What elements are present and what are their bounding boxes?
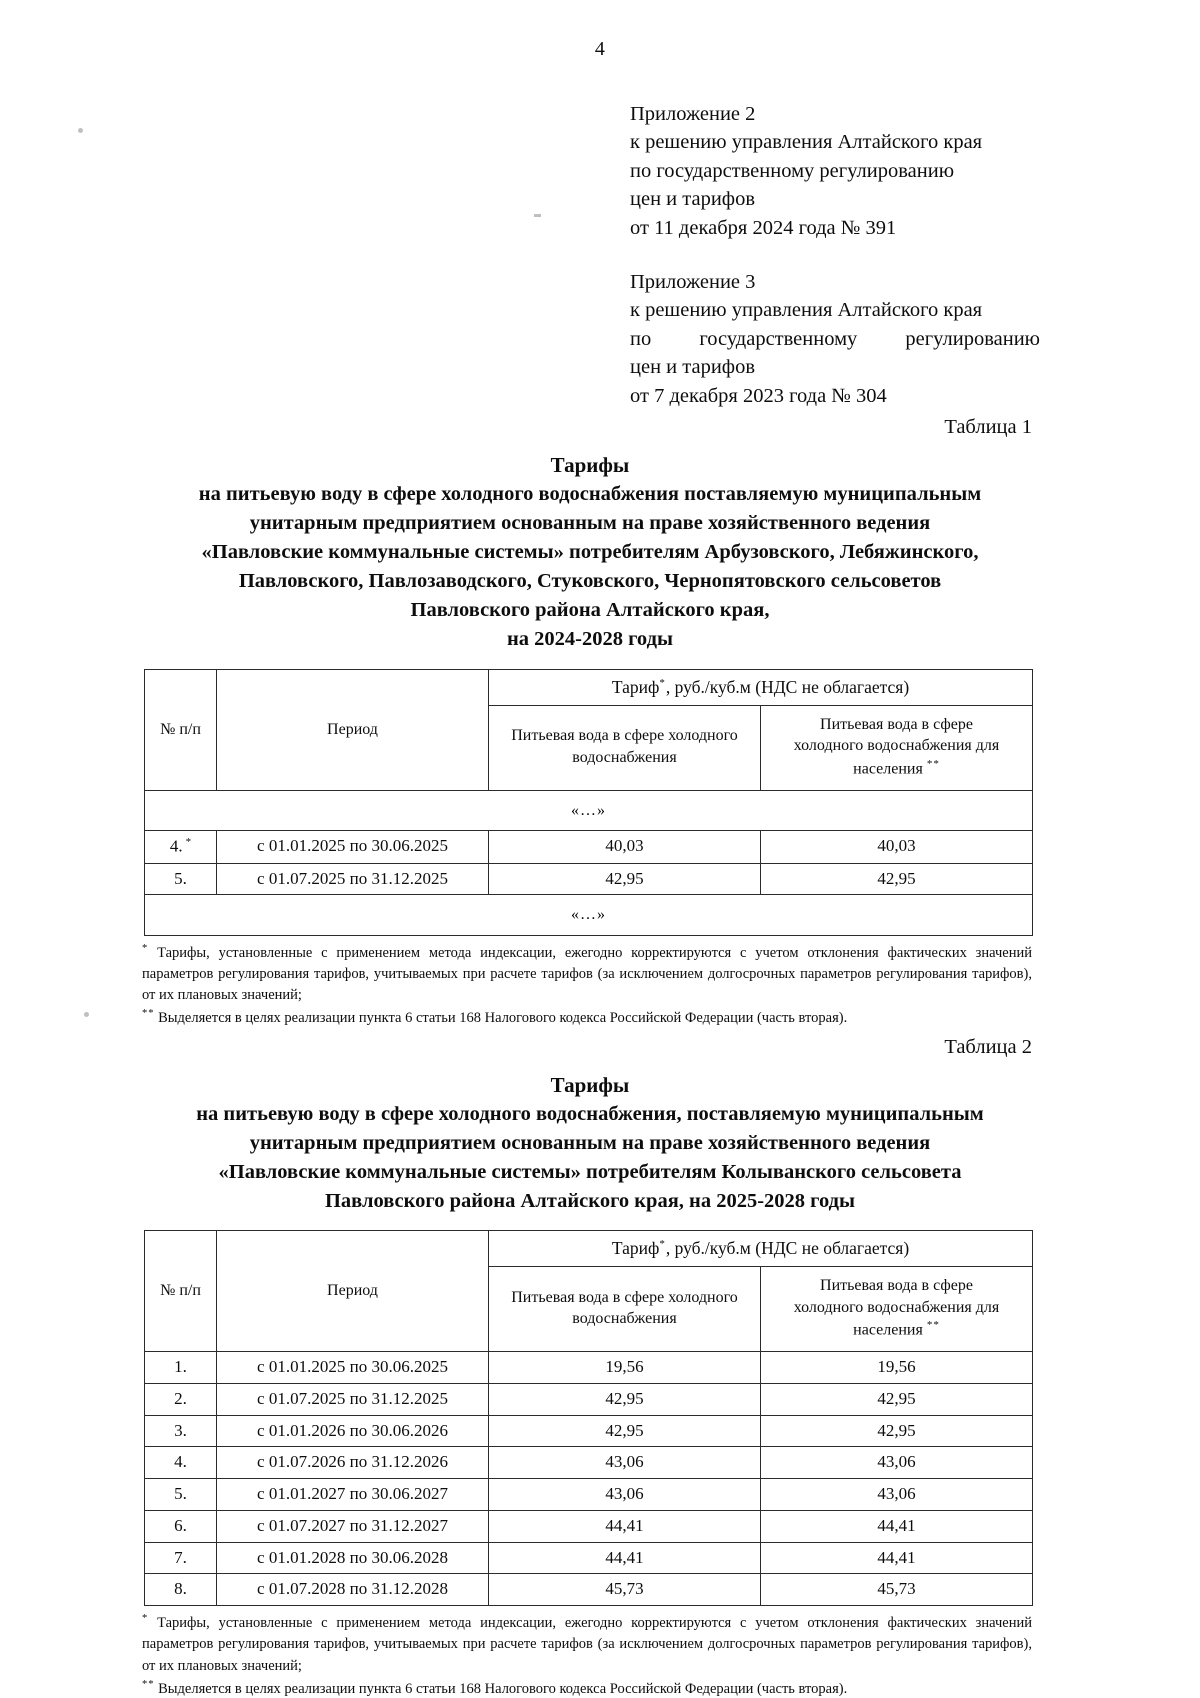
table-2-title: Тарифы (550, 1072, 630, 1097)
table-2-subtitle-line-4: Павловского района Алтайского края, на 2025-2028 годы (324, 1189, 856, 1212)
table-1-subtitle-line-1: на питьевую воду в сфере холодного водоснабжения поставляемую муниципальным (198, 482, 982, 505)
table-row (145, 1383, 1033, 1415)
table-2-header-tariff-rest: , руб./куб.м (НДС не облагается) (665, 1238, 910, 1259)
table-2-row-7-num: 7. (145, 1542, 217, 1574)
appendix-3-line-3: по государственному регулированию (630, 327, 1040, 350)
table-row (145, 1479, 1033, 1511)
table-2-footnote-1 (142, 1611, 1032, 1677)
table-1-title: Тарифы (550, 452, 630, 477)
table-2-row-6-num: 6. (145, 1510, 217, 1542)
table-1-subtitle-line-3: «Павловские коммунальные системы» потребителям Арбузовского, Лебяжинского, (201, 541, 979, 564)
appendix-2-line-5: от 11 декабря 2024 года № 391 (630, 216, 897, 239)
document-content (140, 100, 1040, 1698)
table-1-subtitle (140, 480, 1040, 655)
table-1-header-tariff-footnote-mark: * (659, 676, 666, 689)
table-2-footnote-2-text: Выделяется в целях реализации пункта 6 статьи 168 Налогового кодекса Российской Федерации (часть вторая). (158, 1680, 848, 1697)
table-1-row-1-num-value: 4. (169, 836, 183, 856)
table-row-ellipsis (145, 895, 1033, 935)
appendix-3-reference (630, 268, 1040, 410)
table-2-header-col2-line1: Питьевая вода в сфере (820, 1277, 973, 1295)
table-row (145, 1574, 1033, 1606)
table-2-row-8-num: 8. (145, 1574, 217, 1606)
table-1-header-col2-line3: населения (853, 760, 923, 778)
table-1-header-tariff (489, 669, 1033, 705)
table-2-row-4-value-1: 43,06 (489, 1447, 761, 1479)
appendix-2-line-4: цен и тарифов (630, 188, 756, 211)
table-1-row-1-num-mark: * (185, 836, 192, 849)
table-1-row-1-value-2: 40,03 (761, 831, 1033, 863)
table-2-header-tariff (489, 1231, 1033, 1267)
table-2-row-3-value-1: 42,95 (489, 1415, 761, 1447)
table-1-header-col2-line1: Питьевая вода в сфере (820, 716, 973, 733)
table-2-row-2-value-1: 42,95 (489, 1383, 761, 1415)
table-1-footnote-2-mark: ** (142, 1008, 155, 1020)
table-2-row-3-period: с 01.01.2026 по 30.06.2026 (217, 1415, 489, 1447)
table-2-body (145, 1352, 1033, 1606)
table-2-row-4-period: с 01.07.2026 по 31.12.2026 (217, 1447, 489, 1479)
table-1-header (145, 669, 1033, 790)
table-1-footnote-2 (142, 1006, 1032, 1029)
table-1-header-tariff-rest: , руб./куб.м (НДС не облагается) (665, 676, 910, 697)
table-2-subtitle-line-3: «Павловские коммунальные системы» потребителям Колыванского сельсовета (218, 1160, 962, 1183)
table-1-footnote-1-mark: * (142, 942, 149, 954)
table-row (145, 831, 1033, 863)
table-1-body (145, 790, 1033, 935)
scan-speck (84, 1012, 89, 1017)
table-2-header-col1: Питьевая вода в сфере холодного водоснабжения (489, 1267, 761, 1352)
table-2-header-tariff-word: Тариф (611, 1238, 660, 1259)
table-2-row-5-value-1: 43,06 (489, 1479, 761, 1511)
table-2-row-5-value-2: 43,06 (761, 1479, 1033, 1511)
table-row (145, 1542, 1033, 1574)
table-row (145, 1415, 1033, 1447)
table-1-header-col2-footnote-mark: ** (926, 757, 940, 770)
table-2-row-1-period: с 01.01.2025 по 30.06.2025 (217, 1352, 489, 1384)
table-1-footnote-2-text: Выделяется в целях реализации пункта 6 статьи 168 Налогового кодекса Российской Федерации (часть вторая). (158, 1010, 848, 1027)
table-1 (144, 669, 1033, 936)
table-2-row-1-num: 1. (145, 1352, 217, 1384)
table-1-row-1-value-1: 40,03 (489, 831, 761, 863)
table-1-row-1-num (145, 831, 217, 863)
table-2-header (145, 1231, 1033, 1352)
appendix-2-line-2: к решению управления Алтайского края (630, 131, 983, 154)
table-1-header-period: Период (217, 669, 489, 790)
appendix-3-line-5: от 7 декабря 2023 года № 304 (630, 384, 887, 407)
appendix-2-reference (630, 100, 1040, 242)
table-2 (144, 1230, 1033, 1606)
appendix-2-line-1: Приложение 2 (630, 103, 756, 125)
table-2-row-5-num: 5. (145, 1479, 217, 1511)
table-1-footnote-1-text: Тарифы, установленные с применением метода индексации, ежегодно корректируются с учетом отклонения фактических значений параметров регулирования тарифов, учитываемых при расчете тарифов (за исключением долгосрочных параметров регулирования тарифов), от их плановых значений; (142, 944, 1033, 1004)
table-1-row-2-period: с 01.07.2025 по 31.12.2025 (217, 863, 489, 895)
table-2-header-num: № п/п (145, 1231, 217, 1352)
table-2-row-8-period: с 01.07.2028 по 31.12.2028 (217, 1574, 489, 1606)
table-2-subtitle-line-1: на питьевую воду в сфере холодного водоснабжения, поставляемую муниципальным (196, 1102, 984, 1125)
table-1-row-1-period: с 01.01.2025 по 30.06.2025 (217, 831, 489, 863)
table-1-ellipsis-top: «…» (145, 790, 1033, 830)
table-row (145, 1447, 1033, 1479)
table-1-footnote-1 (142, 941, 1032, 1007)
table-2-footnote-2-mark: ** (142, 1679, 155, 1691)
table-row (145, 1510, 1033, 1542)
table-2-footnote-1-mark: * (142, 1613, 149, 1625)
table-2-row-2-value-2: 42,95 (761, 1383, 1033, 1415)
table-1-header-col1: Питьевая вода в сфере холодного водоснабжения (489, 706, 761, 791)
table-2-header-period: Период (217, 1231, 489, 1352)
table-2-row-5-period: с 01.01.2027 по 30.06.2027 (217, 1479, 489, 1511)
table-1-subtitle-line-2: унитарным предприятием основанным на праве хозяйственного ведения (249, 512, 931, 535)
table-1-header-col2 (761, 706, 1033, 791)
table-1-subtitle-line-6: на 2024-2028 годы (507, 628, 673, 651)
table-2-header-col2-line3: населения (853, 1321, 923, 1339)
table-2-header-tariff-footnote-mark: * (659, 1238, 666, 1251)
table-2-row-8-value-2: 45,73 (761, 1574, 1033, 1606)
table-2-row-1-value-1: 19,56 (489, 1352, 761, 1384)
table-1-row-2-value-1: 42,95 (489, 863, 761, 895)
table-2-row-2-period: с 01.07.2025 по 31.12.2025 (217, 1383, 489, 1415)
table-2-subtitle (140, 1100, 1040, 1216)
table-2-row-6-period: с 01.07.2027 по 31.12.2027 (217, 1510, 489, 1542)
table-2-row-4-num: 4. (145, 1447, 217, 1479)
table-1-label: Таблица 1 (944, 415, 1032, 438)
appendix-3-line-2: к решению управления Алтайского края (630, 299, 983, 322)
table-2-footnote-2 (142, 1677, 1032, 1698)
scan-speck (78, 128, 83, 133)
table-row (145, 863, 1033, 895)
table-2-row-7-value-2: 44,41 (761, 1542, 1033, 1574)
table-2-header-row-1 (145, 1231, 1033, 1267)
table-2-row-3-num: 3. (145, 1415, 217, 1447)
appendix-3-line-4: цен и тарифов (630, 356, 756, 379)
table-2-row-3-value-2: 42,95 (761, 1415, 1033, 1447)
table-2-row-2-num: 2. (145, 1383, 217, 1415)
table-1-subtitle-line-4: Павловского, Павлозаводского, Стуковского, Чернопятовского сельсоветов (238, 570, 942, 593)
table-2-footnote-1-text: Тарифы, установленные с применением метода индексации, ежегодно корректируются с учетом отклонения фактических значений параметров регулирования тарифов, учитываемых при расчете тарифов (за исключением долгосрочных параметров регулирования тарифов), от их плановых значений; (142, 1615, 1033, 1674)
table-2-footnotes (142, 1611, 1032, 1698)
table-2-row-1-value-2: 19,56 (761, 1352, 1033, 1384)
table-2-row-6-value-2: 44,41 (761, 1510, 1033, 1542)
table-2-header-col2 (761, 1267, 1033, 1352)
table-1-ellipsis-bottom: «…» (145, 895, 1033, 935)
table-2-row-6-value-1: 44,41 (489, 1510, 761, 1542)
table-1-footnotes (142, 941, 1032, 1030)
table-2-row-8-value-1: 45,73 (489, 1574, 761, 1606)
appendix-3-line-1: Приложение 3 (630, 270, 756, 293)
table-1-header-col2-line2: холодного водоснабжения для (793, 737, 1000, 755)
table-2-row-4-value-2: 43,06 (761, 1447, 1033, 1479)
table-1-header-num: № п/п (145, 669, 217, 790)
table-2-subtitle-line-2: унитарным предприятием основанным на праве хозяйственного ведения (249, 1131, 931, 1154)
table-1-row-2-value-2: 42,95 (761, 863, 1033, 895)
table-row (145, 1352, 1033, 1384)
table-2-row-7-period: с 01.01.2028 по 30.06.2028 (217, 1542, 489, 1574)
table-1-header-row-1 (145, 669, 1033, 705)
block-spacer (140, 242, 1040, 268)
table-1-subtitle-line-5: Павловского района Алтайского края, (410, 599, 770, 622)
table-2-header-col2-footnote-mark: ** (926, 1319, 940, 1332)
table-1-header-tariff-word: Тариф (611, 676, 660, 697)
table-2-label: Таблица 2 (944, 1035, 1032, 1058)
page-number: 4 (594, 38, 606, 60)
table-2-header-col2-line2: холодного водоснабжения для (793, 1298, 1000, 1316)
table-1-row-2-num: 5. (145, 863, 217, 895)
table-row-ellipsis (145, 790, 1033, 830)
appendix-2-line-3: по государственному регулированию (630, 159, 955, 182)
table-2-row-7-value-1: 44,41 (489, 1542, 761, 1574)
